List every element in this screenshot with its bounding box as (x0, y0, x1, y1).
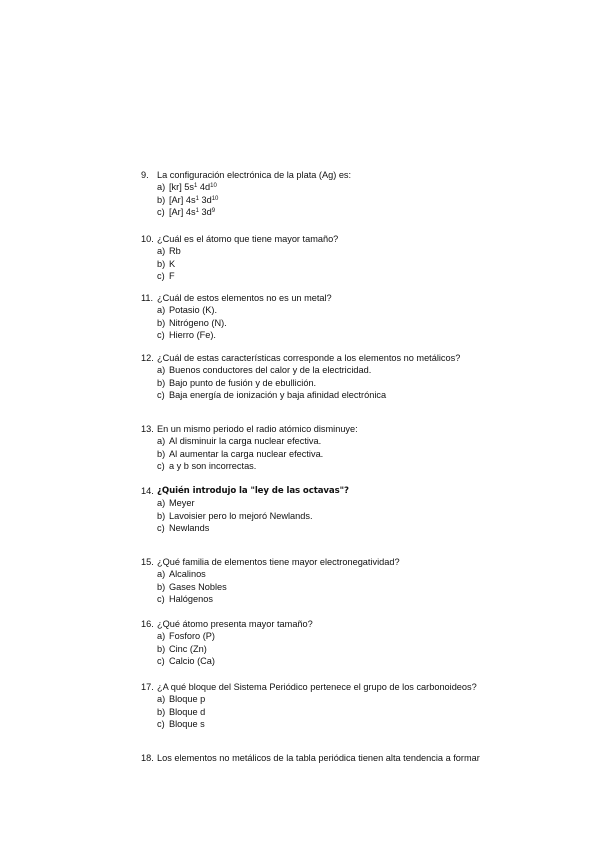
option-b (157, 317, 581, 329)
option-letter: b) (157, 258, 166, 269)
option-letter: c) (157, 594, 165, 605)
option-text: Al aumentar la carga nuclear efectiva. (169, 448, 324, 459)
question-text: ¿Qué familia de elementos tiene mayor electronegatividad? (157, 557, 400, 567)
option-text: Rb (169, 246, 181, 257)
question-text: ¿Cuál de estos elementos no es un metal? (157, 293, 332, 303)
option-b (157, 258, 581, 270)
question-number: 13. (141, 424, 154, 434)
option-text: Calcio (Ca) (169, 656, 215, 667)
option-letter: c) (157, 523, 165, 534)
option-text: [Ar] $4s^1$ $3d^9$ (169, 207, 216, 218)
option-c (157, 389, 581, 401)
option-a (157, 181, 581, 193)
option-a (157, 304, 581, 316)
option-text: Meyer (169, 498, 195, 509)
option-letter: c) (157, 461, 165, 472)
option-letter: c) (157, 656, 165, 667)
option-letter: b) (157, 377, 166, 388)
question-text: ¿Cuál es el átomo que tiene mayor tamaño? (157, 234, 339, 244)
option-text: Potasio (K). (169, 305, 217, 316)
option-c (157, 460, 581, 472)
question-number: 14. (141, 486, 154, 496)
option-text: Bajo punto de fusión y de ebullición. (169, 377, 317, 388)
option-c (157, 270, 581, 282)
option-text: Al disminuir la carga nuclear efectiva. (169, 436, 322, 447)
question-text: Los elementos no metálicos de la tabla periódica tienen alta tendencia a formar (157, 753, 480, 763)
option-a (157, 630, 581, 642)
option-text: F (169, 271, 175, 282)
question-number: 12. (141, 353, 154, 363)
question-number: 10. (141, 234, 154, 244)
question-text: ¿Cuál de estas características corresponde a los elementos no metálicos? (157, 353, 461, 363)
question-text: ¿Quién introdujo la "ley de las octavas"? (157, 486, 349, 496)
option-a (157, 568, 581, 580)
question-text: La configuración electrónica de la plata (Ag) es: (157, 170, 352, 180)
question-text: ¿A qué bloque del Sistema Periódico pertenece el grupo de los carbonoideos? (157, 682, 477, 692)
option-letter: b) (157, 317, 166, 328)
option-letter: c) (157, 330, 165, 341)
option-letter: a) (157, 305, 166, 316)
option-text: Bloque d (169, 706, 206, 717)
question-number: 17. (141, 682, 154, 692)
question-10 (141, 233, 581, 283)
option-text: Nitrógeno (N). (169, 317, 227, 328)
question-16 (141, 618, 581, 668)
option-c (157, 593, 581, 605)
question-stem (141, 169, 581, 181)
question-11 (141, 292, 581, 342)
option-letter: b) (157, 510, 166, 521)
question-stem (141, 233, 581, 245)
option-a (157, 497, 581, 509)
option-a (157, 693, 581, 705)
option-c (157, 206, 581, 218)
option-a (157, 435, 581, 447)
question-text: ¿Qué átomo presenta mayor tamaño? (157, 619, 313, 629)
option-letter: c) (157, 719, 165, 730)
option-text: Bloque s (169, 719, 205, 730)
option-letter: a) (157, 498, 166, 509)
option-text: Buenos conductores del calor y de la electricidad. (169, 365, 372, 376)
option-letter: c) (157, 207, 165, 218)
option-text: Newlands (169, 523, 210, 534)
option-letter: a) (157, 365, 166, 376)
question-number: 11. (141, 293, 154, 303)
question-number: 18. (141, 753, 154, 763)
question-stem (141, 423, 581, 435)
option-text: Fosforo (P) (169, 631, 215, 642)
question-17 (141, 681, 581, 731)
option-b (157, 510, 581, 522)
option-b (157, 194, 581, 206)
option-text: a y b son incorrectas. (169, 461, 257, 472)
option-letter: a) (157, 246, 166, 257)
question-13 (141, 423, 581, 473)
option-b (157, 377, 581, 389)
option-c (157, 655, 581, 667)
question-text: En un mismo periodo el radio atómico disminuye: (157, 424, 358, 434)
option-letter: a) (157, 694, 166, 705)
question-stem (141, 352, 581, 364)
option-letter: a) (157, 182, 166, 193)
question-stem (141, 752, 581, 764)
option-letter: a) (157, 436, 166, 447)
question-stem (141, 556, 581, 568)
option-text: Halógenos (169, 594, 213, 605)
option-letter: a) (157, 569, 166, 580)
option-letter: b) (157, 448, 166, 459)
option-c (157, 522, 581, 534)
option-b (157, 581, 581, 593)
option-letter: a) (157, 631, 166, 642)
option-c (157, 718, 581, 730)
question-stem (141, 292, 581, 304)
option-text: Baja energía de ionización y baja afinidad electrónica (169, 390, 387, 401)
question-12 (141, 352, 581, 402)
question-number: 15. (141, 557, 154, 567)
question-14 (141, 485, 581, 535)
option-letter: b) (157, 194, 166, 205)
question-15 (141, 556, 581, 606)
option-letter: c) (157, 271, 165, 282)
option-letter: c) (157, 390, 165, 401)
question-number: 9. (141, 170, 149, 180)
option-letter: b) (157, 706, 166, 717)
option-letter: b) (157, 643, 166, 654)
option-letter: b) (157, 581, 166, 592)
option-text: Gases Nobles (169, 581, 227, 592)
option-text: Bloque p (169, 694, 206, 705)
question-stem (141, 618, 581, 630)
question-stem (141, 485, 581, 497)
question-number: 16. (141, 619, 154, 629)
option-text: Lavoisier pero lo mejoró Newlands. (169, 510, 313, 521)
option-c (157, 329, 581, 341)
option-text: K (169, 258, 176, 269)
option-a (157, 245, 581, 257)
option-b (157, 448, 581, 460)
option-text: Alcalinos (169, 569, 206, 580)
option-text: [kr] $5s^1$ $4d^{10}$ (169, 182, 217, 193)
option-text: Cinc (Zn) (169, 643, 207, 654)
question-9 (141, 169, 581, 219)
option-text: [Ar] $4s^1$ $3d^{10}$ (169, 194, 219, 205)
question-stem (141, 681, 581, 693)
option-b (157, 643, 581, 655)
question-18 (141, 752, 581, 764)
option-b (157, 706, 581, 718)
option-a (157, 364, 581, 376)
option-text: Hierro (Fe). (169, 330, 216, 341)
